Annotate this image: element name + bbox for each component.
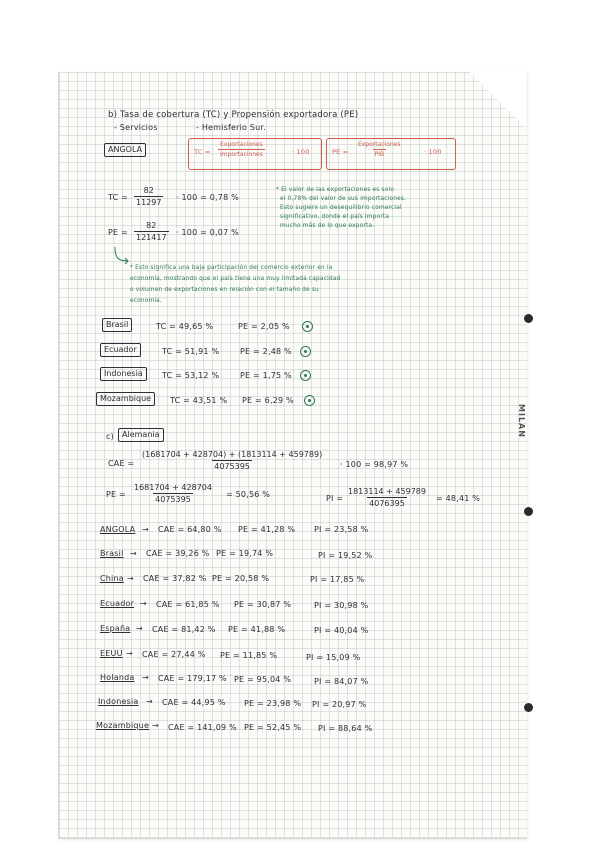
arrow-icon: → [130, 549, 137, 558]
c-row-brasil-pe: PE = 19,74 % [216, 549, 274, 558]
c-row-espana-pi: PI = 40,04 % [314, 626, 369, 635]
pe-formula-label: PE = [332, 148, 349, 156]
c-row-indonesia-pe: PE = 23,98 % [244, 699, 302, 708]
note-right-line-2: el 0,78% del valor de sus importaciones. [280, 196, 407, 202]
alemania-pi-denominator: 4076395 [369, 499, 405, 508]
brand-label: MILAN [517, 404, 526, 438]
angola-tc-result: · 100 = 0,78 % [176, 193, 239, 202]
binder-hole [524, 507, 533, 516]
alemania-pi-label: PI = [326, 494, 344, 503]
c-row-holanda-pe: PE = 95,04 % [234, 675, 292, 684]
ecuador-tc: TC = 51,91 % [162, 347, 220, 356]
arrow-icon: → [127, 574, 134, 583]
c-row-mozambique-pe: PE = 52,45 % [244, 723, 302, 732]
c-row-espana-name: España [100, 624, 131, 633]
country-box-alemania: Alemania [118, 428, 164, 442]
alemania-cae-numerator: (1681704 + 428704) + (1813114 + 459789) [142, 450, 323, 459]
tc-formula-numerator: Exportaciones [220, 141, 263, 148]
check-circle-icon [304, 395, 315, 406]
arrow-icon: → [140, 599, 147, 608]
angola-pe-fraction [134, 221, 169, 242]
c-row-brasil-name: Brasil [100, 549, 124, 558]
c-row-eeuu-pi: PI = 15,09 % [306, 653, 361, 662]
c-row-holanda-pi: PI = 84,07 % [314, 677, 369, 686]
c-row-eeuu-cae: CAE = 27,44 % [142, 650, 206, 659]
alemania-pe-denominator: 4075395 [155, 495, 191, 504]
pe-formula-denominator: PIB [374, 151, 385, 158]
indonesia-pe: PE = 1,75 % [240, 371, 292, 380]
c-row-ecuador-pi: PI = 30,98 % [314, 601, 369, 610]
angola-tc-denominator: 11297 [136, 198, 162, 207]
angola-pe-denominator: 121417 [136, 233, 167, 242]
c-row-espana-cae: CAE = 81,42 % [152, 625, 216, 634]
ecuador-pe: PE = 2,48 % [240, 347, 292, 356]
angola-tc-fraction [134, 186, 163, 207]
section-c-label: c) [106, 432, 114, 441]
arrow-icon: → [142, 525, 149, 534]
arrow-icon: → [136, 624, 143, 633]
c-row-angola-pe: PE = 41,28 % [238, 525, 296, 534]
c-row-eeuu-name: EEUU [100, 649, 123, 658]
country-box-brasil: Brasil [102, 318, 132, 332]
curved-arrow-icon [112, 246, 132, 266]
alemania-pe-fraction [132, 483, 214, 504]
country-box-mozambique: Mozambique [96, 392, 155, 406]
indonesia-tc: TC = 53,12 % [162, 371, 220, 380]
note-bottom-line-2: economía, mostrando que el país tiene una muy limitada capacidad [130, 276, 341, 282]
heading-subtitle-left: - Servicios [114, 123, 158, 132]
c-row-ecuador-cae: CAE = 61,85 % [156, 600, 220, 609]
check-circle-icon [302, 321, 313, 332]
country-box-ecuador: Ecuador [100, 343, 141, 357]
alemania-cae-label: CAE = [108, 459, 135, 468]
heading-title: b) Tasa de cobertura (TC) y Propensión exportadora (PE) [108, 110, 359, 120]
check-circle-icon [300, 346, 311, 357]
c-row-holanda-name: Holanda [100, 673, 135, 682]
alemania-pe-label: PE = [106, 490, 126, 499]
c-row-indonesia-name: Indonesia [98, 697, 139, 706]
mozambique-tc: TC = 43,51 % [170, 396, 228, 405]
c-row-brasil-cae: CAE = 39,26 % [146, 549, 210, 558]
c-row-angola-pi: PI = 23,58 % [314, 525, 369, 534]
c-row-ecuador-name: Ecuador [100, 599, 135, 608]
check-circle-icon [300, 370, 311, 381]
tc-formula-label: TC = [194, 148, 211, 156]
note-right-line-1: * El valor de las exportaciones es solo [276, 187, 395, 193]
arrow-icon: → [152, 721, 159, 730]
alemania-pe-result: = 50,56 % [226, 490, 271, 499]
c-row-mozambique-pi: PI = 88,64 % [318, 724, 373, 733]
angola-pe-numerator: 82 [146, 221, 157, 230]
alemania-pi-result: = 48,41 % [436, 494, 481, 503]
c-row-angola-cae: CAE = 64,80 % [158, 525, 222, 534]
binder-hole [524, 703, 533, 712]
pe-formula-fraction [356, 141, 403, 158]
c-row-espana-pe: PE = 41,88 % [228, 625, 286, 634]
note-right-line-3: Esto sugiere un desequilibrio comercial [280, 205, 402, 211]
alemania-cae-result: · 100 = 98,97 % [340, 460, 409, 469]
c-row-brasil-pi: PI = 19,52 % [318, 551, 373, 560]
country-box-angola: ANGOLA [104, 143, 146, 157]
c-row-ecuador-pe: PE = 30,87 % [234, 600, 292, 609]
note-right-line-5: mucho más de lo que exporta. [280, 223, 375, 229]
alemania-pi-fraction [346, 487, 428, 508]
arrow-icon: → [146, 697, 153, 706]
note-bottom-line-1: * Esto significa una baja participación del comercio exterior en la [130, 265, 333, 271]
brasil-pe: PE = 2,05 % [238, 322, 290, 331]
arrow-icon: → [126, 649, 133, 658]
angola-pe-result: · 100 = 0,07 % [176, 228, 239, 237]
angola-pe-label: PE = [108, 228, 128, 237]
angola-tc-numerator: 82 [143, 186, 154, 195]
c-row-china-name: China [100, 574, 124, 583]
alemania-pe-numerator: 1681704 + 428704 [134, 483, 212, 492]
tc-formula-multiplier: · 100 [292, 148, 310, 156]
c-row-angola-name: ANGOLA [100, 525, 136, 534]
c-row-mozambique-cae: CAE = 141,09 % [168, 723, 237, 732]
pe-formula-multiplier: · 100 [424, 148, 442, 156]
tc-formula-fraction [218, 141, 265, 158]
c-row-china-pi: PI = 17,85 % [310, 575, 365, 584]
c-row-indonesia-pi: PI = 20,97 % [312, 700, 367, 709]
c-row-holanda-cae: CAE = 179,17 % [158, 674, 227, 683]
mozambique-pe: PE = 6,29 % [242, 396, 294, 405]
tc-formula-denominator: Importaciones [220, 151, 263, 158]
note-bottom-line-3: o volumen de exportaciones en relación con el tamaño de su [130, 287, 319, 293]
heading-subtitle-right: - Hemisferio Sur. [196, 123, 266, 132]
binder-hole [524, 314, 533, 323]
c-row-china-pe: PE = 20,58 % [212, 574, 270, 583]
country-box-indonesia: Indonesia [100, 367, 147, 381]
c-row-mozambique-name: Mozambique [96, 721, 150, 730]
arrow-icon: → [142, 673, 149, 682]
folded-corner [470, 72, 526, 128]
pe-formula-numerator: Exportaciones [358, 141, 401, 148]
alemania-cae-fraction [140, 450, 324, 471]
alemania-cae-denominator: 4075395 [214, 462, 250, 471]
c-row-eeuu-pe: PE = 11,85 % [220, 651, 278, 660]
c-row-china-cae: CAE = 37,82 % [143, 574, 207, 583]
brasil-tc: TC = 49,65 % [156, 322, 214, 331]
note-bottom-line-4: economía. [130, 298, 162, 304]
note-right-line-4: significativo, donde el país importa [280, 214, 390, 220]
c-row-indonesia-cae: CAE = 44,95 % [162, 698, 226, 707]
angola-tc-label: TC = [108, 193, 129, 202]
alemania-pi-numerator: 1813114 + 459789 [348, 487, 426, 496]
